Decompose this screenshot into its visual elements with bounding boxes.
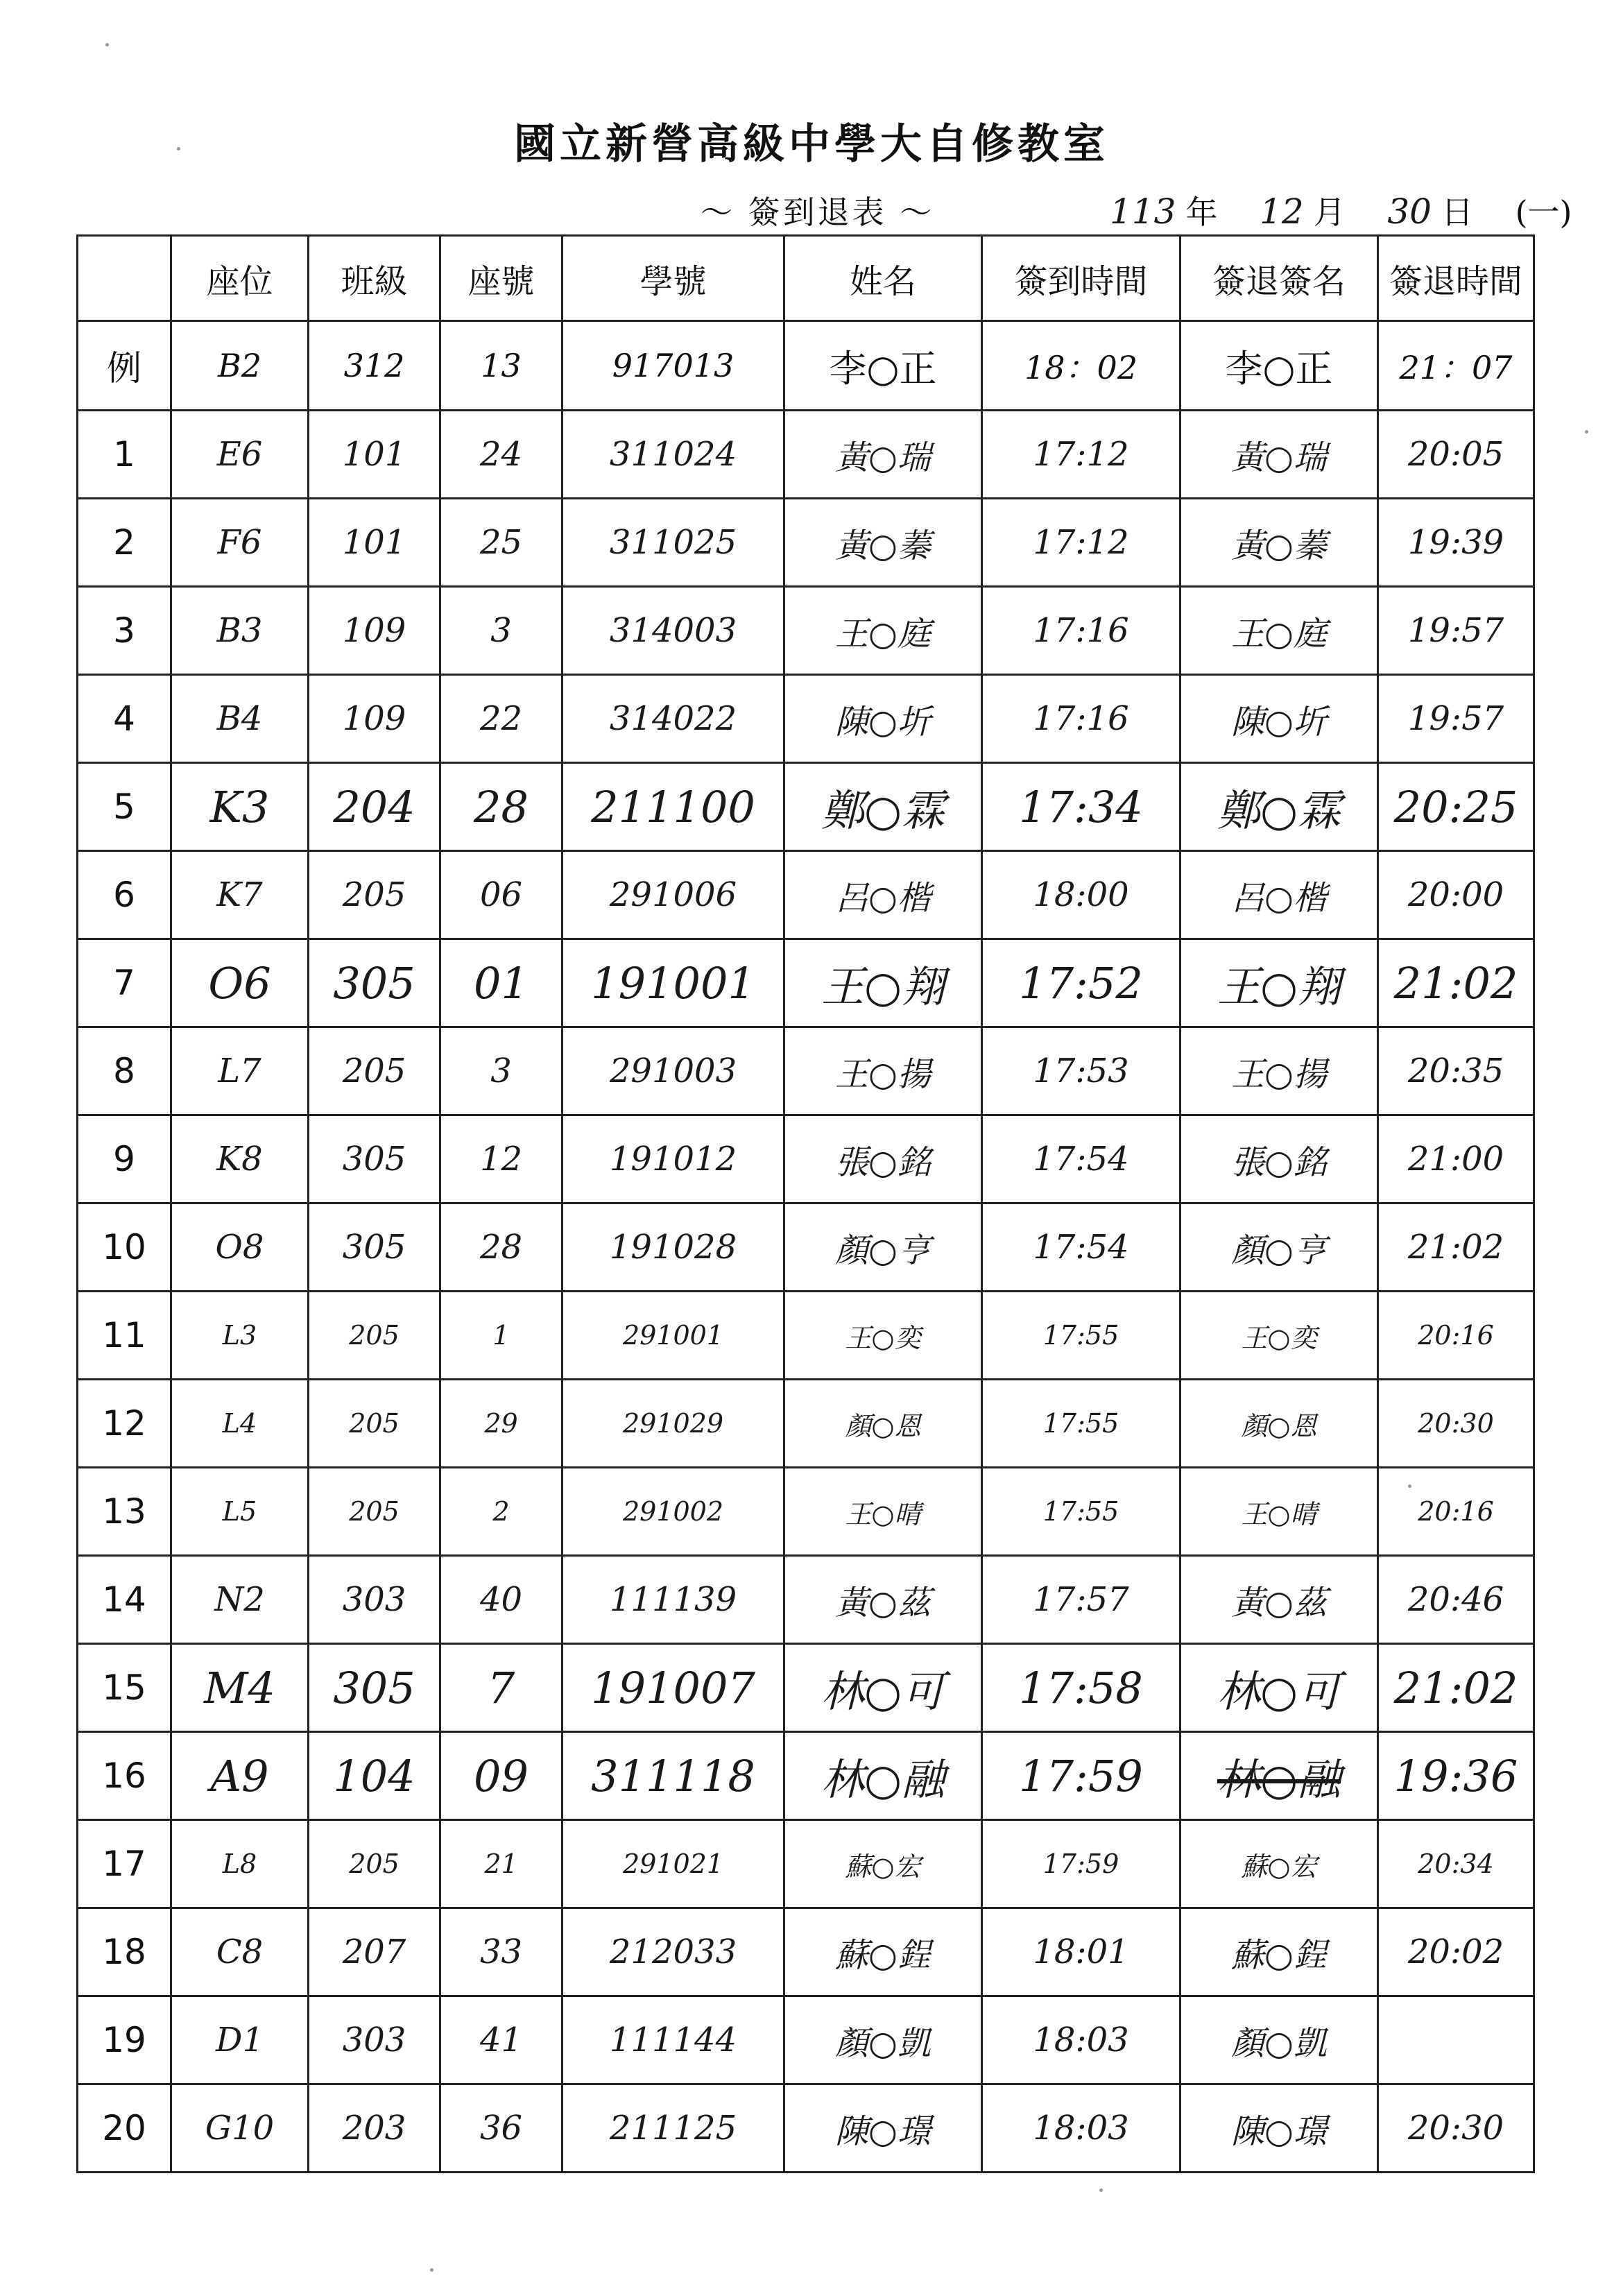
name-cell: 王○奕: [784, 1292, 982, 1380]
student-id-cell: 291001: [563, 1292, 784, 1380]
class-cell: 303: [309, 1556, 440, 1644]
table-row: [78, 939, 1534, 1027]
in-time-cell: 17:16: [982, 675, 1180, 763]
table-row: [78, 1732, 1534, 1820]
date-day-unit: 日: [1441, 194, 1473, 231]
header-student-id: 學號: [563, 236, 784, 321]
class-cell: 109: [309, 587, 440, 675]
student-id-cell: 291006: [563, 851, 784, 939]
seat-cell: F6: [171, 499, 309, 587]
row-index: 16: [78, 1732, 171, 1820]
out-time-cell: 20:46: [1378, 1556, 1534, 1644]
in-time-cell: 17:59: [982, 1732, 1180, 1820]
row-index: 8: [78, 1027, 171, 1115]
header-name: 姓名: [784, 236, 982, 321]
seat-cell: B4: [171, 675, 309, 763]
date-month-unit: 月: [1313, 194, 1346, 231]
name-cell: 林○可: [784, 1644, 982, 1732]
seat-no-cell: 29: [440, 1380, 563, 1468]
seat-cell: N2: [171, 1556, 309, 1644]
name-cell: 蘇○鋥: [784, 1908, 982, 1996]
out-time-cell: 21:02: [1378, 1644, 1534, 1732]
in-time-cell: 17:54: [982, 1115, 1180, 1203]
name-cell: 陳○璟: [784, 2084, 982, 2173]
seat-cell: D1: [171, 1996, 309, 2084]
date-year-unit: 年: [1185, 194, 1218, 231]
name-cell: 張○銘: [784, 1115, 982, 1203]
seat-no-cell: 2: [440, 1468, 563, 1556]
row-index: 2: [78, 499, 171, 587]
student-id-cell: 191007: [563, 1644, 784, 1732]
seat-no-cell: 33: [440, 1908, 563, 1996]
row-index: 9: [78, 1115, 171, 1203]
out-time-cell: 19:39: [1378, 499, 1534, 587]
table-row: [78, 1908, 1534, 1996]
seat-cell: L5: [171, 1468, 309, 1556]
out-sign-cell: 張○銘: [1180, 1115, 1378, 1203]
out-time-cell: 20:30: [1378, 1380, 1534, 1468]
seat-cell: L8: [171, 1820, 309, 1908]
row-index: 13: [78, 1468, 171, 1556]
student-id-cell: 291029: [563, 1380, 784, 1468]
student-id-cell: 291003: [563, 1027, 784, 1115]
out-sign-cell: 王○奕: [1180, 1292, 1378, 1380]
seat-no-cell: 21: [440, 1820, 563, 1908]
header-seat-no: 座號: [440, 236, 563, 321]
seat-no-cell: 41: [440, 1996, 563, 2084]
in-time-cell: 17:53: [982, 1027, 1180, 1115]
out-sign-cell: 王○庭: [1180, 587, 1378, 675]
student-id-cell: 314022: [563, 675, 784, 763]
seat-no-cell: 13: [440, 321, 563, 411]
student-id-cell: 111139: [563, 1556, 784, 1644]
seat-cell: K3: [171, 763, 309, 851]
table-row: [78, 499, 1534, 587]
date-day: 30: [1387, 191, 1432, 232]
seat-no-cell: 25: [440, 499, 563, 587]
seat-cell: A9: [171, 1732, 309, 1820]
row-index: 15: [78, 1644, 171, 1732]
seat-no-cell: 36: [440, 2084, 563, 2173]
class-cell: 101: [309, 411, 440, 499]
name-cell: 顏○恩: [784, 1380, 982, 1468]
in-time-cell: 17:12: [982, 499, 1180, 587]
class-cell: 109: [309, 675, 440, 763]
scan-speck: [177, 147, 180, 151]
seat-no-cell: 28: [440, 1203, 563, 1292]
seat-cell: L4: [171, 1380, 309, 1468]
header-out-sign: 簽退簽名: [1180, 236, 1378, 321]
class-cell: 205: [309, 1380, 440, 1468]
seat-no-cell: 28: [440, 763, 563, 851]
out-sign-cell: 黃○茲: [1180, 1556, 1378, 1644]
name-cell: 顏○凱: [784, 1996, 982, 2084]
out-time-cell: 20:02: [1378, 1908, 1534, 1996]
scan-speck: [1585, 430, 1588, 434]
seat-cell: L3: [171, 1292, 309, 1380]
in-time-cell: 17:12: [982, 411, 1180, 499]
class-cell: 305: [309, 1644, 440, 1732]
table-row: [78, 2084, 1534, 2173]
scan-speck: [1408, 1484, 1411, 1488]
name-cell: 蘇○宏: [784, 1820, 982, 1908]
header-out-time: 簽退時間: [1378, 236, 1534, 321]
table-row: [78, 1292, 1534, 1380]
date-weekday: (一): [1515, 194, 1572, 231]
out-sign-cell: 黃○瑞: [1180, 411, 1378, 499]
seat-cell: B2: [171, 321, 309, 411]
row-index: 7: [78, 939, 171, 1027]
seat-cell: B3: [171, 587, 309, 675]
scan-speck: [1099, 2188, 1103, 2192]
in-time-cell: 17:54: [982, 1203, 1180, 1292]
seat-cell: O8: [171, 1203, 309, 1292]
table-header-row: [78, 236, 1534, 321]
name-cell: 王○翔: [784, 939, 982, 1027]
row-index: 5: [78, 763, 171, 851]
table-row: [78, 411, 1534, 499]
in-time-cell: 17:57: [982, 1556, 1180, 1644]
row-index: 6: [78, 851, 171, 939]
class-cell: 104: [309, 1732, 440, 1820]
table-row: [78, 1556, 1534, 1644]
out-sign-cell: 林○可: [1180, 1644, 1378, 1732]
class-cell: 203: [309, 2084, 440, 2173]
scan-speck: [105, 43, 109, 46]
name-cell: 李○正: [784, 321, 982, 411]
table-row: [78, 1203, 1534, 1292]
date-month: 12: [1260, 191, 1304, 232]
student-id-cell: 311025: [563, 499, 784, 587]
class-cell: 312: [309, 321, 440, 411]
header-index: [78, 236, 171, 321]
out-time-cell: 20:25: [1378, 763, 1534, 851]
name-cell: 王○庭: [784, 587, 982, 675]
out-time-cell: 21:02: [1378, 939, 1534, 1027]
student-id-cell: 311118: [563, 1732, 784, 1820]
out-sign-cell: [1180, 1732, 1378, 1820]
out-time-cell: 20:05: [1378, 411, 1534, 499]
seat-cell: C8: [171, 1908, 309, 1996]
name-cell: 王○揚: [784, 1027, 982, 1115]
table-row: [78, 587, 1534, 675]
header-class: 班級: [309, 236, 440, 321]
name-cell: 黃○瑞: [784, 411, 982, 499]
class-cell: 207: [309, 1908, 440, 1996]
name-cell: 黃○茲: [784, 1556, 982, 1644]
student-id-cell: 212033: [563, 1908, 784, 1996]
table-row: [78, 1820, 1534, 1908]
row-index: 11: [78, 1292, 171, 1380]
class-cell: 303: [309, 1996, 440, 2084]
table-row: [78, 851, 1534, 939]
in-time-cell: 18:00: [982, 851, 1180, 939]
student-id-cell: 311024: [563, 411, 784, 499]
row-index: 3: [78, 587, 171, 675]
name-cell: 林○融: [784, 1732, 982, 1820]
in-time-cell: 17:55: [982, 1292, 1180, 1380]
seat-cell: K8: [171, 1115, 309, 1203]
student-id-cell: 211100: [563, 763, 784, 851]
name-cell: 黃○蓁: [784, 499, 982, 587]
out-sign-cell: 蘇○鋥: [1180, 1908, 1378, 1996]
table-row: [78, 763, 1534, 851]
out-time-cell: 21：07: [1378, 321, 1534, 411]
out-sign-cell: 顏○亨: [1180, 1203, 1378, 1292]
student-id-cell: 191001: [563, 939, 784, 1027]
out-time-cell: 20:16: [1378, 1292, 1534, 1380]
in-time-cell: 18：02: [982, 321, 1180, 411]
class-cell: 205: [309, 1468, 440, 1556]
out-sign-cell: 顏○凱: [1180, 1996, 1378, 2084]
seat-no-cell: 22: [440, 675, 563, 763]
out-sign-cell: 鄭○霖: [1180, 763, 1378, 851]
header-in-time: 簽到時間: [982, 236, 1180, 321]
table-row: [78, 675, 1534, 763]
out-time-cell: 21:00: [1378, 1115, 1534, 1203]
seat-no-cell: 24: [440, 411, 563, 499]
out-time-cell: 20:34: [1378, 1820, 1534, 1908]
date-year: 113: [1110, 191, 1176, 232]
row-index: 12: [78, 1380, 171, 1468]
in-time-cell: 17:55: [982, 1380, 1180, 1468]
table-row: [78, 1996, 1534, 2084]
class-cell: 101: [309, 499, 440, 587]
out-sign-cell: 王○晴: [1180, 1468, 1378, 1556]
out-sign-cell: 陳○圻: [1180, 675, 1378, 763]
class-cell: 204: [309, 763, 440, 851]
in-time-cell: 18:03: [982, 2084, 1180, 2173]
seat-cell: K7: [171, 851, 309, 939]
student-id-cell: 111144: [563, 1996, 784, 2084]
class-cell: 205: [309, 1027, 440, 1115]
out-time-cell: 20:35: [1378, 1027, 1534, 1115]
row-index: 14: [78, 1556, 171, 1644]
name-cell: 陳○圻: [784, 675, 982, 763]
seat-no-cell: 09: [440, 1732, 563, 1820]
header-seat: 座位: [171, 236, 309, 321]
out-sign-cell: 蘇○宏: [1180, 1820, 1378, 1908]
in-time-cell: 17:16: [982, 587, 1180, 675]
form-subtitle: ～ 簽到退表 ～: [701, 194, 935, 231]
class-cell: 305: [309, 939, 440, 1027]
example-row: [78, 321, 1534, 411]
student-id-cell: 917013: [563, 321, 784, 411]
out-sign-cell: 顏○恩: [1180, 1380, 1378, 1468]
table-row: [78, 1468, 1534, 1556]
student-id-cell: 291002: [563, 1468, 784, 1556]
seat-no-cell: 3: [440, 1027, 563, 1115]
out-time-cell: 19:36: [1378, 1732, 1534, 1820]
class-cell: 205: [309, 851, 440, 939]
row-index: 19: [78, 1996, 171, 2084]
table-row: [78, 1380, 1534, 1468]
in-time-cell: 18:03: [982, 1996, 1180, 2084]
class-cell: 205: [309, 1292, 440, 1380]
row-index: 18: [78, 1908, 171, 1996]
out-time-cell: 20:30: [1378, 2084, 1534, 2173]
student-id-cell: 314003: [563, 587, 784, 675]
out-time-cell: 20:16: [1378, 1468, 1534, 1556]
name-cell: 呂○楷: [784, 851, 982, 939]
in-time-cell: 18:01: [982, 1908, 1180, 1996]
row-index: 4: [78, 675, 171, 763]
seat-no-cell: 01: [440, 939, 563, 1027]
out-time-cell: 19:57: [1378, 675, 1534, 763]
table-row: [78, 1027, 1534, 1115]
seat-no-cell: 7: [440, 1644, 563, 1732]
signin-table: [76, 234, 1535, 2173]
seat-no-cell: 1: [440, 1292, 563, 1380]
student-id-cell: 291021: [563, 1820, 784, 1908]
out-time-cell: 19:57: [1378, 587, 1534, 675]
row-index: 20: [78, 2084, 171, 2173]
out-sign-cell: 王○翔: [1180, 939, 1378, 1027]
seat-cell: G10: [171, 2084, 309, 2173]
seat-cell: M4: [171, 1644, 309, 1732]
date-line: [1110, 187, 1581, 233]
in-time-cell: 17:52: [982, 939, 1180, 1027]
row-index: 1: [78, 411, 171, 499]
table-row: [78, 1644, 1534, 1732]
class-cell: 205: [309, 1820, 440, 1908]
scan-speck: [430, 2268, 433, 2272]
out-sign-cell: 李○正: [1180, 321, 1378, 411]
out-time-cell: 20:00: [1378, 851, 1534, 939]
seat-cell: O6: [171, 939, 309, 1027]
table-row: [78, 1115, 1534, 1203]
in-time-cell: 17:59: [982, 1820, 1180, 1908]
seat-no-cell: 3: [440, 587, 563, 675]
seat-no-cell: 06: [440, 851, 563, 939]
out-time-cell: [1378, 1996, 1534, 2084]
in-time-cell: 17:34: [982, 763, 1180, 851]
out-time-cell: 21:02: [1378, 1203, 1534, 1292]
row-index: 17: [78, 1820, 171, 1908]
seat-no-cell: 12: [440, 1115, 563, 1203]
out-sign-cell: 陳○璟: [1180, 2084, 1378, 2173]
seat-cell: L7: [171, 1027, 309, 1115]
class-cell: 305: [309, 1115, 440, 1203]
in-time-cell: 17:55: [982, 1468, 1180, 1556]
out-sign-cell: 黃○蓁: [1180, 499, 1378, 587]
student-id-cell: 191028: [563, 1203, 784, 1292]
student-id-cell: 191012: [563, 1115, 784, 1203]
row-index: 10: [78, 1203, 171, 1292]
class-cell: 305: [309, 1203, 440, 1292]
in-time-cell: 17:58: [982, 1644, 1180, 1732]
name-cell: 顏○亨: [784, 1203, 982, 1292]
struck-signature: 林○融: [1217, 1754, 1341, 1805]
seat-no-cell: 40: [440, 1556, 563, 1644]
student-id-cell: 211125: [563, 2084, 784, 2173]
row-index: 例: [78, 321, 171, 411]
page-title: 國立新營高級中學大自修教室: [514, 120, 1109, 169]
out-sign-cell: 呂○楷: [1180, 851, 1378, 939]
name-cell: 王○晴: [784, 1468, 982, 1556]
seat-cell: E6: [171, 411, 309, 499]
name-cell: 鄭○霖: [784, 763, 982, 851]
out-sign-cell: 王○揚: [1180, 1027, 1378, 1115]
